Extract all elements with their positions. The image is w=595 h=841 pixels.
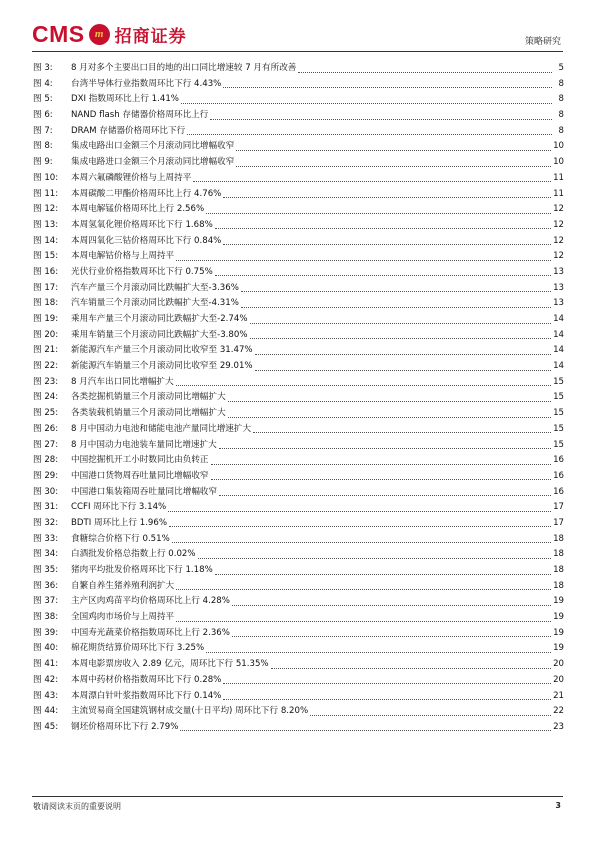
toc-figure-label: 图 24: <box>33 392 59 403</box>
toc-figure-title: 本周四氧化三钴价格周环比下行 0.84% <box>71 235 222 246</box>
toc-figure-title: DRAM 存储器价格周环比下行 <box>71 125 186 136</box>
toc-dot-leader <box>236 155 551 167</box>
toc-figure-label: 图 5: <box>33 94 53 105</box>
toc-dot-leader <box>255 343 551 355</box>
page-number: 3 <box>555 801 561 810</box>
toc-page-number: 15 <box>553 392 564 403</box>
toc-entry[interactable] <box>33 139 564 155</box>
toc-page-number: 14 <box>553 345 564 356</box>
toc-entry[interactable] <box>33 422 564 438</box>
toc-entry[interactable] <box>33 124 564 140</box>
toc-figure-label: 图 39: <box>33 627 59 638</box>
toc-figure-title: 钢坯价格周环比下行 2.79% <box>71 721 179 732</box>
toc-entry[interactable] <box>33 249 564 265</box>
toc-entry[interactable] <box>33 375 564 391</box>
toc-page-number: 18 <box>553 549 564 560</box>
toc-entry[interactable] <box>33 516 564 532</box>
toc-page-number: 17 <box>553 502 564 513</box>
toc-dot-leader <box>193 171 551 183</box>
toc-page-number: 8 <box>558 125 564 136</box>
toc-entry[interactable] <box>33 202 564 218</box>
toc-dot-leader <box>206 202 551 214</box>
toc-figure-title: 食糖综合价格下行 0.51% <box>71 533 170 544</box>
toc-figure-title: 本周电解锰价格周环比上行 2.56% <box>71 204 205 215</box>
toc-dot-leader <box>172 532 551 544</box>
toc-page-number: 15 <box>553 408 564 419</box>
toc-dot-leader <box>181 92 552 104</box>
toc-figure-label: 图 40: <box>33 643 59 654</box>
toc-figure-label: 图 45: <box>33 721 59 732</box>
toc-dot-leader <box>206 641 551 653</box>
toc-dot-leader <box>215 218 551 230</box>
toc-figure-label: 图 10: <box>33 172 59 183</box>
toc-entry[interactable] <box>33 438 564 454</box>
toc-entry[interactable] <box>33 689 564 705</box>
toc-page-number: 18 <box>553 533 564 544</box>
toc-figure-title: 乘用车产量三个月滚动同比跌幅扩大至-2.74% <box>71 314 248 324</box>
toc-figure-label: 图 36: <box>33 580 59 591</box>
toc-figure-label: 图 4: <box>33 78 53 89</box>
toc-entry[interactable] <box>33 704 564 720</box>
toc-dot-leader <box>211 469 552 481</box>
toc-entry[interactable] <box>33 281 564 297</box>
toc-figure-title: 8 月中国动力电池装车量同比增速扩大 <box>71 439 217 450</box>
toc-page-number: 12 <box>553 204 564 215</box>
toc-figure-title: 中国港口集装箱周吞吐量同比增幅收窄 <box>71 486 218 497</box>
toc-figure-title: 主流贸易商全国建筑钢材成交量(十日平均) 周环比下行 8.20% <box>71 706 309 717</box>
toc-dot-leader <box>232 626 551 638</box>
toc-dot-leader <box>180 720 551 732</box>
toc-dot-leader <box>219 438 551 450</box>
toc-entry[interactable] <box>33 343 564 359</box>
toc-entry[interactable] <box>33 328 564 344</box>
logo-cms-text: CMS <box>32 20 85 47</box>
toc-page-number: 5 <box>558 63 564 73</box>
toc-figure-title: 光伏行业价格指数周环比下行 0.75% <box>71 266 213 277</box>
toc-entry[interactable] <box>33 453 564 469</box>
toc-entry[interactable] <box>33 406 564 422</box>
toc-figure-label: 图 18: <box>33 298 59 309</box>
toc-figure-label: 图 41: <box>33 659 59 670</box>
toc-figure-label: 图 34: <box>33 549 59 560</box>
toc-page-number: 12 <box>553 235 564 246</box>
toc-page-number: 19 <box>553 627 564 638</box>
toc-dot-leader <box>236 139 551 151</box>
figure-index <box>33 61 564 736</box>
toc-figure-title: 本周碳酸二甲酯价格周环比上行 4.76% <box>71 188 222 199</box>
toc-dot-leader <box>176 375 551 387</box>
toc-figure-label: 图 20: <box>33 329 59 340</box>
toc-figure-title: 新能源汽车销量三个月滚动同比收窄至 29.01% <box>71 361 253 372</box>
toc-figure-label: 图 26: <box>33 423 59 434</box>
toc-entry[interactable] <box>33 265 564 281</box>
toc-figure-title: 中国港口货物周吞吐量同比增幅收窄 <box>71 470 209 481</box>
toc-page-number: 15 <box>553 439 564 450</box>
toc-figure-title: 各类装载机销量三个月滚动同比增幅扩大 <box>71 408 226 419</box>
toc-dot-leader <box>223 77 552 89</box>
footer-disclaimer: 敬请阅读末页的重要说明 <box>33 802 121 811</box>
toc-dot-leader <box>198 547 551 559</box>
toc-dot-leader <box>250 328 552 340</box>
toc-figure-title: 中国挖掘机开工小时数同比由负转正 <box>71 455 209 466</box>
toc-figure-label: 图 22: <box>33 361 59 372</box>
toc-page-number: 12 <box>553 251 564 262</box>
toc-figure-title: 本周漂白针叶浆指数周环比下行 0.14% <box>71 690 222 701</box>
toc-entry[interactable] <box>33 234 564 250</box>
toc-page-number: 14 <box>553 329 564 340</box>
toc-figure-label: 图 15: <box>33 251 59 262</box>
toc-entry[interactable] <box>33 359 564 375</box>
toc-figure-label: 图 16: <box>33 266 59 277</box>
toc-dot-leader <box>176 579 551 591</box>
toc-page-number: 17 <box>553 517 564 528</box>
toc-entry[interactable] <box>33 673 564 689</box>
toc-figure-title: 8 月中国动力电池和储能电池产量同比增速扩大 <box>71 423 252 434</box>
toc-entry[interactable] <box>33 657 564 673</box>
toc-entry[interactable] <box>33 296 564 312</box>
toc-figure-label: 图 3: <box>33 63 53 73</box>
toc-dot-leader <box>232 594 551 606</box>
toc-figure-label: 图 14: <box>33 235 59 246</box>
toc-entry[interactable] <box>33 469 564 485</box>
toc-figure-title: CCFI 周环比下行 3.14% <box>71 502 167 513</box>
report-type: 策略研究 <box>524 37 561 47</box>
toc-figure-title: BDTI 周环比上行 1.96% <box>71 517 168 528</box>
toc-figure-title: 汽车销量三个月滚动同比跌幅扩大至-4.31% <box>71 298 239 309</box>
toc-page-number: 8 <box>558 110 564 121</box>
toc-figure-label: 图 43: <box>33 690 59 701</box>
toc-figure-label: 图 27: <box>33 439 59 450</box>
toc-figure-label: 图 8: <box>33 141 53 152</box>
toc-figure-label: 图 38: <box>33 612 59 623</box>
toc-dot-leader <box>215 265 551 277</box>
company-logo <box>32 22 187 46</box>
toc-figure-title: 汽车产量三个月滚动同比跌幅扩大至-3.36% <box>71 282 239 293</box>
toc-figure-title: 台湾半导体行业指数周环比下行 4.43% <box>71 78 222 89</box>
toc-figure-title: 集成电路出口金额三个月滚动同比增幅收窄 <box>71 141 235 152</box>
toc-page-number: 14 <box>553 314 564 324</box>
toc-page-number: 12 <box>553 219 564 230</box>
toc-dot-leader <box>228 406 551 418</box>
toc-dot-leader <box>255 359 551 371</box>
toc-dot-leader <box>228 390 551 402</box>
toc-dot-leader <box>223 673 551 685</box>
toc-dot-leader <box>223 187 551 199</box>
toc-dot-leader <box>211 453 552 465</box>
toc-figure-title: 本周中药材价格指数周环比下行 0.28% <box>71 674 222 685</box>
toc-dot-leader <box>241 281 551 293</box>
page-header <box>0 0 595 52</box>
toc-figure-title: DXI 指数周环比上行 1.41% <box>71 94 179 105</box>
toc-figure-label: 图 13: <box>33 219 59 230</box>
toc-figure-title: 本周六氟磷酸锂价格与上周持平 <box>71 172 192 183</box>
toc-page-number: 16 <box>553 486 564 497</box>
toc-page-number: 15 <box>553 376 564 387</box>
toc-page-number: 11 <box>553 188 564 199</box>
toc-figure-label: 图 30: <box>33 486 59 497</box>
footer-divider <box>32 796 563 797</box>
toc-figure-title: NAND flash 存储器价格周环比上行 <box>71 110 209 121</box>
toc-entry[interactable] <box>33 312 564 328</box>
toc-figure-label: 图 37: <box>33 596 59 607</box>
toc-page-number: 11 <box>553 172 564 183</box>
logo-chinese-name: 招商证券 <box>114 26 187 47</box>
toc-page-number: 19 <box>553 596 564 607</box>
toc-dot-leader <box>169 516 551 528</box>
toc-page-number: 20 <box>553 659 564 670</box>
toc-figure-label: 图 19: <box>33 314 59 324</box>
toc-figure-title: 中国寿光蔬菜价格指数周环比上行 2.36% <box>71 627 230 638</box>
toc-dot-leader <box>210 108 552 120</box>
toc-figure-label: 图 44: <box>33 706 59 717</box>
toc-entry[interactable] <box>33 626 564 642</box>
toc-entry[interactable] <box>33 92 564 108</box>
toc-page-number: 23 <box>553 721 564 732</box>
toc-figure-title: 新能源汽车产量三个月滚动同比收窄至 31.47% <box>71 345 253 356</box>
toc-entry[interactable] <box>33 579 564 595</box>
toc-entry[interactable] <box>33 532 564 548</box>
toc-page-number: 8 <box>558 78 564 89</box>
toc-entry[interactable] <box>33 547 564 563</box>
toc-entry[interactable] <box>33 390 564 406</box>
toc-entry[interactable] <box>33 61 564 77</box>
toc-figure-title: 白酒批发价格总指数上行 0.02% <box>71 549 196 560</box>
toc-figure-label: 图 17: <box>33 282 59 293</box>
toc-page-number: 15 <box>553 423 564 434</box>
toc-entry[interactable] <box>33 485 564 501</box>
toc-page-number: 18 <box>553 580 564 591</box>
toc-dot-leader <box>253 422 551 434</box>
toc-dot-leader <box>298 61 552 73</box>
toc-page-number: 13 <box>553 298 564 309</box>
toc-page-number: 20 <box>553 674 564 685</box>
toc-entry[interactable] <box>33 171 564 187</box>
toc-figure-label: 图 12: <box>33 204 59 215</box>
toc-figure-label: 图 21: <box>33 345 59 356</box>
toc-figure-title: 各类挖掘机销量三个月滚动同比增幅扩大 <box>71 392 226 403</box>
toc-figure-title: 主产区肉鸡苗平均价格周环比上行 4.28% <box>71 596 230 607</box>
header-divider <box>32 51 563 52</box>
toc-figure-label: 图 11: <box>33 188 59 199</box>
toc-figure-title: 本周电解钴价格与上周持平 <box>71 251 175 262</box>
toc-figure-label: 图 32: <box>33 517 59 528</box>
toc-page-number: 8 <box>558 94 564 105</box>
toc-entry[interactable] <box>33 610 564 626</box>
toc-figure-label: 图 23: <box>33 376 59 387</box>
toc-entry[interactable] <box>33 641 564 657</box>
toc-figure-label: 图 7: <box>33 125 53 136</box>
toc-figure-label: 图 25: <box>33 408 59 419</box>
toc-page-number: 19 <box>553 612 564 623</box>
toc-dot-leader <box>310 704 551 716</box>
toc-figure-title: 集成电路进口金额三个月滚动同比增幅收窄 <box>71 157 235 168</box>
toc-dot-leader <box>187 124 552 136</box>
toc-dot-leader <box>223 689 551 701</box>
toc-figure-label: 图 28: <box>33 455 59 466</box>
toc-page-number: 22 <box>553 706 564 717</box>
toc-figure-label: 图 35: <box>33 565 59 575</box>
toc-figure-label: 图 9: <box>33 157 53 168</box>
toc-dot-leader <box>176 610 551 622</box>
toc-entry[interactable] <box>33 108 564 124</box>
toc-page-number: 13 <box>553 282 564 293</box>
toc-entry[interactable] <box>33 594 564 610</box>
toc-dot-leader <box>250 312 552 324</box>
toc-page-number: 10 <box>553 141 564 152</box>
toc-figure-label: 图 6: <box>33 110 53 121</box>
toc-figure-title: 乘用车销量三个月滚动同比跌幅扩大至-3.80% <box>71 329 248 340</box>
toc-figure-title: 猪肉平均批发价格周环比下行 1.18% <box>71 565 213 575</box>
logo-badge-letter: m <box>94 28 104 40</box>
toc-figure-label: 图 33: <box>33 533 59 544</box>
toc-figure-title: 全国鸡肉市场价与上周持平 <box>71 612 175 623</box>
toc-page-number: 16 <box>553 470 564 481</box>
toc-figure-title: 棉花期货结算价周环比下行 3.25% <box>71 643 205 654</box>
toc-entry[interactable] <box>33 218 564 234</box>
toc-figure-title: 8 月对多个主要出口目的地的出口同比增速较 7 月有所改善 <box>71 63 297 73</box>
toc-dot-leader <box>215 563 551 575</box>
toc-figure-title: 本周电影票房收入 2.89 亿元，周环比下行 51.35% <box>71 659 269 670</box>
toc-figure-label: 图 29: <box>33 470 59 481</box>
toc-figure-title: 8 月汽车出口同比增幅扩大 <box>71 376 174 387</box>
toc-page-number: 13 <box>553 266 564 277</box>
toc-dot-leader <box>219 485 551 497</box>
toc-page-number: 19 <box>553 643 564 654</box>
toc-entry[interactable] <box>33 187 564 203</box>
toc-page-number: 18 <box>553 565 564 575</box>
toc-figure-title: 自繁自养生猪养殖利润扩大 <box>71 580 175 591</box>
toc-dot-leader <box>168 500 551 512</box>
toc-page-number: 14 <box>553 361 564 372</box>
toc-dot-leader <box>176 249 551 261</box>
toc-figure-label: 图 42: <box>33 674 59 685</box>
toc-page-number: 16 <box>553 455 564 466</box>
toc-figure-label: 图 31: <box>33 502 59 513</box>
toc-entry[interactable] <box>33 155 564 171</box>
toc-dot-leader <box>241 296 551 308</box>
toc-figure-title: 本周氢氧化锂价格周环比下行 1.68% <box>71 219 213 230</box>
toc-entry[interactable] <box>33 563 564 579</box>
toc-entry[interactable] <box>33 77 564 93</box>
logo-badge-icon <box>89 24 110 45</box>
toc-entry[interactable] <box>33 500 564 516</box>
toc-entry[interactable] <box>33 720 564 736</box>
toc-dot-leader <box>271 657 551 669</box>
toc-page-number: 21 <box>553 690 564 701</box>
toc-page-number: 10 <box>553 157 564 168</box>
toc-dot-leader <box>223 234 551 246</box>
